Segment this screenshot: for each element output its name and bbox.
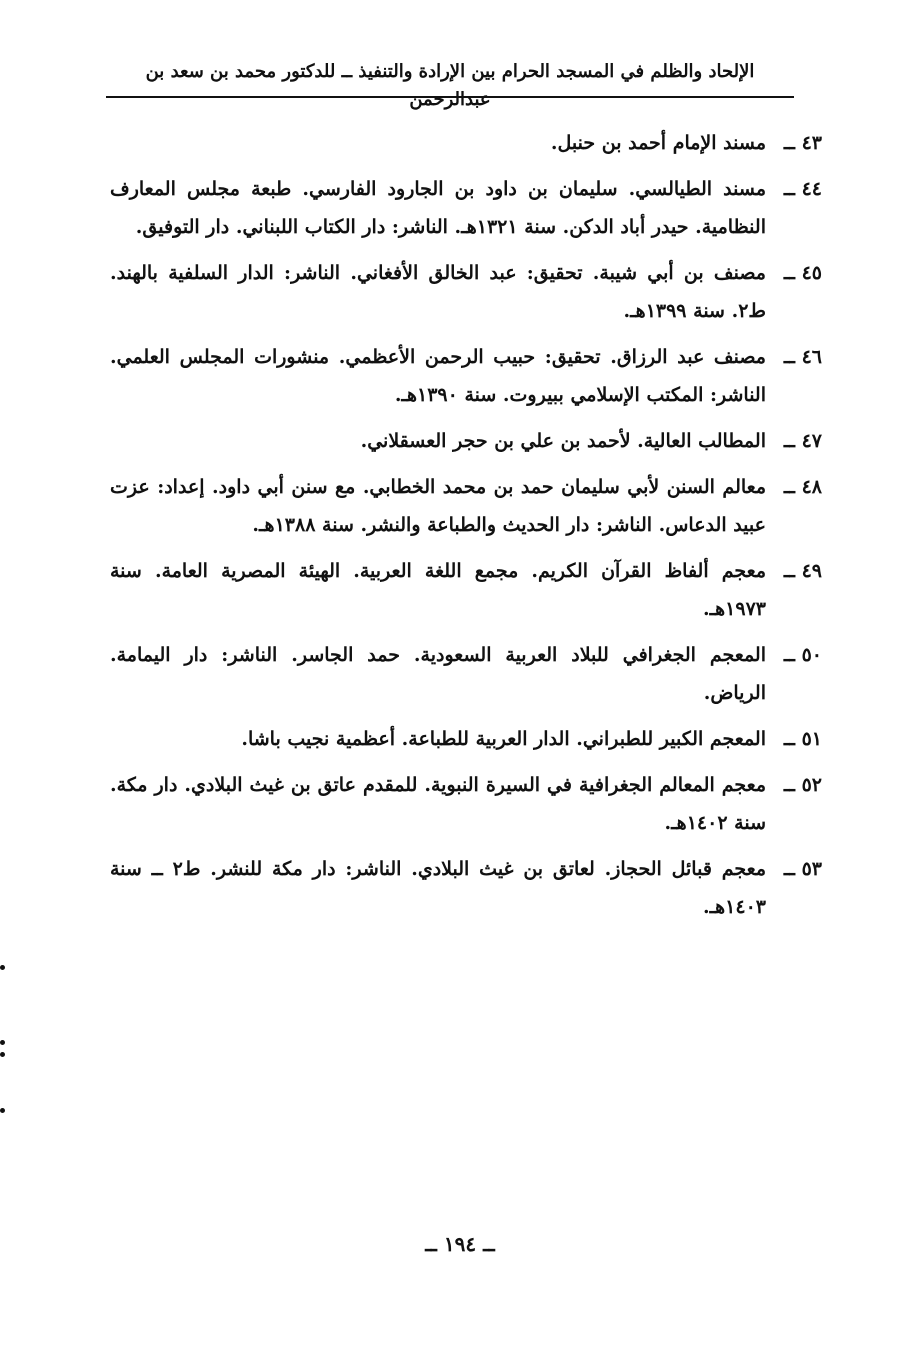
margin-speck bbox=[0, 1108, 5, 1113]
entry-number: ٤٩ ــ bbox=[783, 560, 822, 582]
entry-text: المعجم الكبير للطبراني. الدار العربية للطباعة. أعظمية نجيب باشا. bbox=[241, 728, 766, 750]
reference-entry-51 bbox=[110, 720, 822, 758]
header-divider bbox=[106, 96, 794, 98]
entry-number: ٥٢ ــ bbox=[783, 774, 822, 796]
reference-entry-45 bbox=[110, 254, 822, 330]
reference-entry-44 bbox=[110, 170, 822, 246]
entry-text: معالم السنن لأبي سليمان حمد بن محمد الخطابي. مع سنن أبي داود. إعداد: عزت عبيد الدعاس. الناشر: دار الحديث والطباعة والنشر. سنة ١٣٨٨هـ. bbox=[110, 476, 766, 536]
reference-entry-48 bbox=[110, 468, 822, 544]
running-header: الإلحاد والظلم في المسجد الحرام بين الإرادة والتنفيذ ــ للدكتور محمد بن سعد بن عبدالرحمن bbox=[145, 61, 755, 110]
reference-entry-52 bbox=[110, 766, 822, 842]
entry-number: ٥٣ ــ bbox=[783, 858, 822, 880]
entry-number: ٤٥ ــ bbox=[783, 262, 822, 284]
reference-entry-43 bbox=[110, 124, 822, 162]
entry-number: ٤٦ ــ bbox=[783, 346, 822, 368]
entry-number: ٤٤ ــ bbox=[783, 178, 822, 200]
entry-number: ٥٠ ــ bbox=[783, 644, 822, 666]
margin-speck bbox=[0, 1052, 5, 1057]
entry-number: ٤٧ ــ bbox=[783, 430, 822, 452]
margin-speck bbox=[0, 1040, 5, 1045]
entry-text: مسند الإمام أحمد بن حنبل. bbox=[550, 132, 766, 154]
entry-text: مصنف عبد الرزاق. تحقيق: حبيب الرحمن الأعظمي. منشورات المجلس العلمي. الناشر: المكتب الإسلامي ببيروت. سنة ١٣٩٠هـ. bbox=[110, 346, 766, 406]
page-number: ــ ١٩٤ ــ bbox=[425, 1232, 495, 1256]
reference-entry-49 bbox=[110, 552, 822, 628]
references-list bbox=[110, 124, 822, 934]
reference-entry-50 bbox=[110, 636, 822, 712]
entry-text: معجم قبائل الحجاز. لعاتق بن غيث البلادي. الناشر: دار مكة للنشر. ط٢ ــ سنة ١٤٠٣هـ. bbox=[110, 858, 766, 918]
reference-entry-53 bbox=[110, 850, 822, 926]
reference-entry-47 bbox=[110, 422, 822, 460]
entry-number: ٥١ ــ bbox=[783, 728, 822, 750]
margin-speck bbox=[0, 965, 5, 970]
entry-text: معجم المعالم الجغرافية في السيرة النبوية. للمقدم عاتق بن غيث البلادي. دار مكة. سنة ١٤٠٢هـ. bbox=[110, 774, 766, 834]
reference-entry-46 bbox=[110, 338, 822, 414]
entry-text: معجم ألفاظ القرآن الكريم. مجمع اللغة العربية. الهيئة المصرية العامة. سنة ١٩٧٣هـ. bbox=[110, 560, 766, 620]
entry-text: مصنف بن أبي شيبة. تحقيق: عبد الخالق الأفغاني. الناشر: الدار السلفية بالهند. ط٢. سنة ١٣٩٩هـ. bbox=[110, 262, 766, 322]
entry-text: المطالب العالية. لأحمد بن علي بن حجر العسقلاني. bbox=[360, 430, 766, 452]
entry-text: مسند الطيالسي. سليمان بن داود بن الجارود الفارسي. طبعة مجلس المعارف النظامية. حيدر أباد الدكن. سنة ١٣٢١هـ. الناشر: دار الكتاب اللبناني. دار التوفيق. bbox=[110, 178, 766, 238]
entry-text: المعجم الجغرافي للبلاد العربية السعودية. حمد الجاسر. الناشر: دار اليمامة. الرياض. bbox=[110, 644, 766, 704]
entry-number: ٤٨ ــ bbox=[783, 476, 822, 498]
entry-number: ٤٣ ــ bbox=[783, 132, 822, 154]
